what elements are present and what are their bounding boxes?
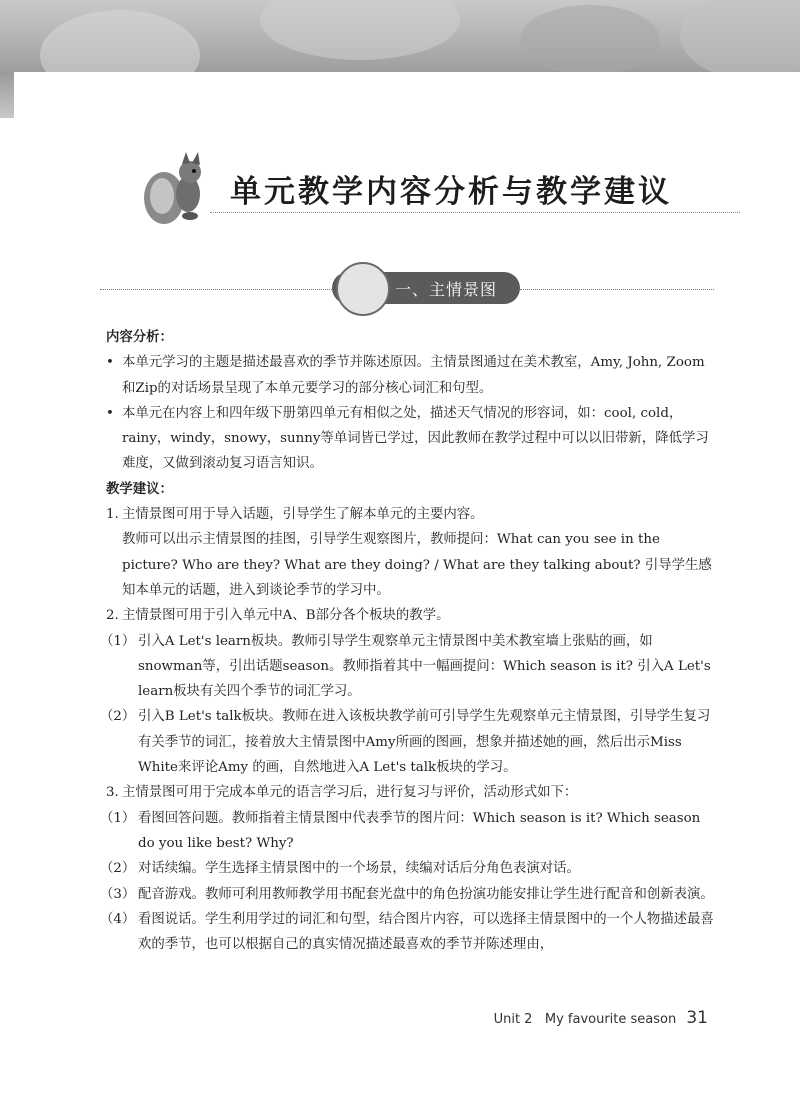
page-title: 单元教学内容分析与教学建议 [230, 174, 672, 210]
sub-item-number: （2） [100, 861, 136, 877]
analysis-bullet [106, 401, 716, 477]
suggestion-item [106, 780, 716, 805]
suggestion-item [106, 603, 716, 628]
banner-decoration [40, 10, 200, 72]
sub-item [100, 856, 716, 881]
sub-item-number: （1） [100, 633, 136, 649]
banner-side-strip [0, 72, 14, 118]
item-number: 1. [106, 507, 119, 523]
page-footer [494, 1008, 708, 1028]
section-rule-left [100, 289, 332, 290]
section-title: 一、主情景图 [395, 280, 498, 299]
bullet-icon: • [106, 355, 114, 371]
sub-item-number: （1） [100, 810, 136, 826]
item-text: 主情景图可用于完成本单元的语言学习后，进行复习与评价，活动形式如下： [122, 785, 578, 801]
banner-decoration [520, 5, 660, 72]
suggestions-heading: 教学建议： [106, 481, 173, 497]
page-number: 31 [686, 1008, 708, 1028]
sub-item-text: 引入B Let's talk板块。教师在进入该板块教学前可引导学生先观察单元主情景图，引导学生复习有关季节的词汇，接着放大主情景图中Amy所画的图画，想象并描述她的画，然后出示Miss White来评论Amy 的画，自然地进入A Let's talk板块的学习。 [138, 709, 711, 776]
banner-decoration [680, 0, 800, 72]
squirrel-mascot-icon [140, 150, 212, 230]
sub-item-number: （3） [100, 886, 136, 902]
sub-item-text: 看图说话。学生利用学过的词汇和句型，结合图片内容，可以选择主情景图中的一个人物描述最喜欢的季节，也可以根据自己的真实情况描述最喜欢的季节并陈述理由， [138, 911, 714, 953]
sub-item-text: 对话续编。学生选择主情景图中的一个场景，续编对话后分角色表演对话。 [138, 861, 580, 877]
bullet-icon: • [106, 405, 114, 421]
sub-item [100, 806, 716, 857]
sub-item [100, 907, 716, 958]
header-banner [0, 0, 800, 72]
sub-item-text: 配音游戏。教师可利用教师教学用书配套光盘中的角色扮演功能安排让学生进行配音和创新表演。 [138, 886, 714, 902]
analysis-bullet [106, 350, 716, 401]
analysis-bullet-text: 本单元学习的主题是描述最喜欢的季节并陈述原因。主情景图通过在美术教室，Amy, John, Zoom和Zip的对话场景呈现了本单元要学习的部分核心词汇和句型。 [122, 355, 705, 396]
sub-item-number: （4） [100, 911, 136, 927]
sub-item [100, 882, 716, 907]
sub-item [100, 704, 716, 780]
section-rule-right [520, 289, 714, 290]
sub-item-number: （2） [100, 709, 136, 725]
suggestion-item [106, 502, 716, 527]
sub-item-text: 看图回答问题。教师指着主情景图中代表季节的图片问：Which season is it? Which season do you like best? Why? [138, 810, 701, 851]
item-number: 3. [106, 785, 119, 801]
item-text: 主情景图可用于引入单元中A、B部分各个板块的教学。 [122, 608, 450, 624]
analysis-bullet-text: 本单元在内容上和四年级下册第四单元有相似之处，描述天气情况的形容词，如：cool, cold，rainy，windy，snowy，sunny等单词皆已学过，因此教师在教学过程中可以以旧带新，降低学习难度，又做到滚动复习语言知识。 [122, 405, 709, 472]
footer-unit-title: My favourite season [544, 1012, 677, 1027]
unit-title-block [140, 150, 720, 230]
item-text: 主情景图可用于导入话题，引导学生了解本单元的主要内容。 [122, 507, 484, 523]
mascot-face-icon [336, 262, 390, 316]
sub-item-text: 引入A Let's learn板块。教师引导学生观察单元主情景图中美术教室墙上张贴的画，如snowman等，引出话题season。教师指着其中一幅画提问：Which season is it? 引入A Let's learn板块有关四个季节的词汇学习。 [138, 633, 711, 700]
footer-unit: Unit 2 [493, 1012, 533, 1027]
suggestion-detail: 教师可以出示主情景图的挂图，引导学生观察图片，教师提问：What can you see in the picture? Who are they? What are they doing? / What are they talking about? 引导学生感知本单元的话题，进入到谈论季节的学习中。 [122, 532, 712, 598]
item-number: 2. [106, 608, 119, 624]
sub-item [100, 629, 716, 705]
page-body [100, 325, 716, 957]
content-analysis-heading: 内容分析： [106, 330, 173, 345]
title-divider [210, 212, 740, 213]
banner-decoration [260, 0, 460, 60]
